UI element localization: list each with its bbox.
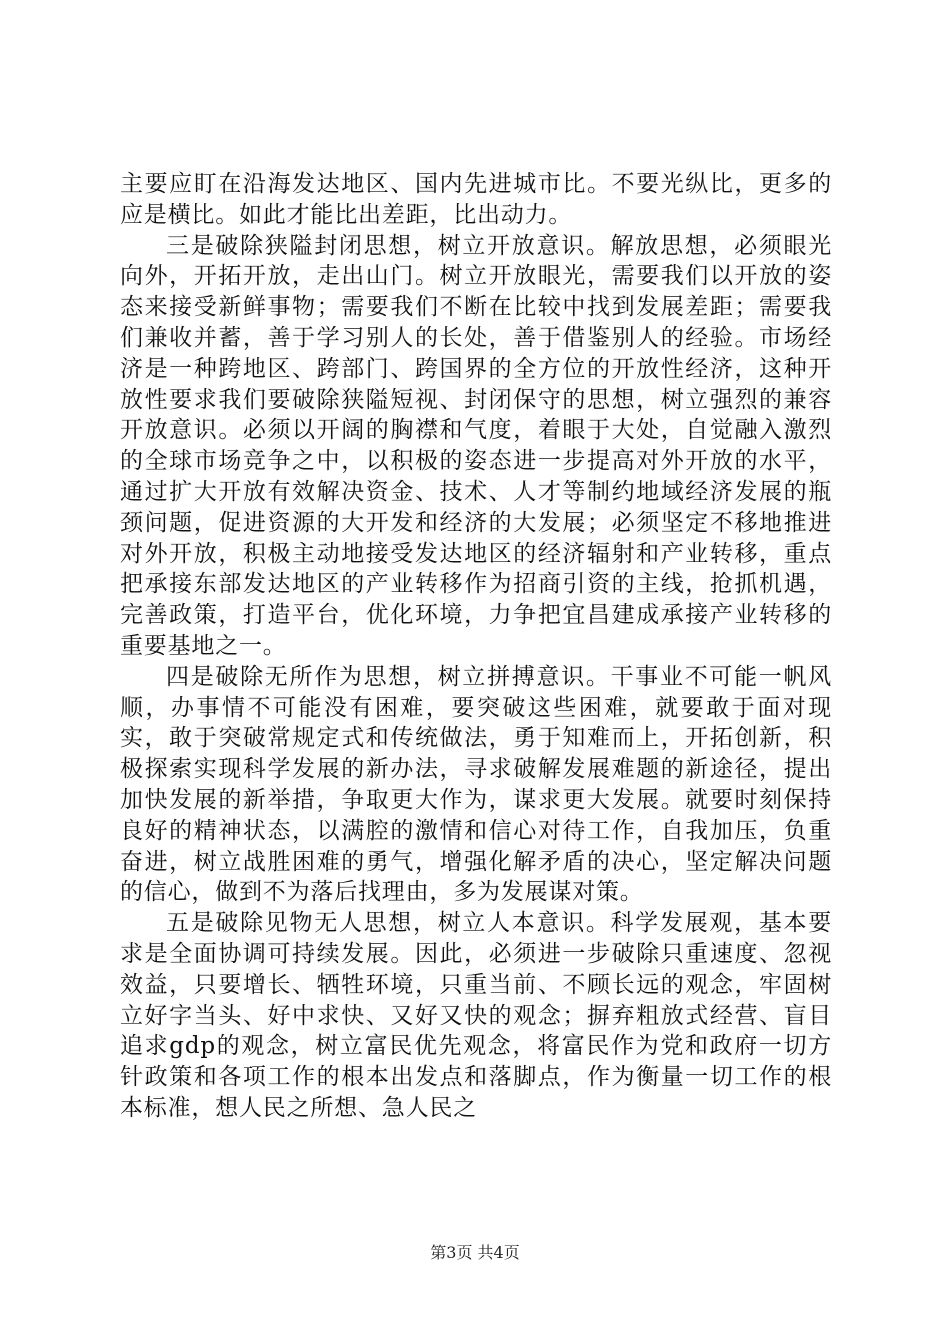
paragraph-continuation: 主要应盯在沿海发达地区、国内先进城市比。不要光纵比，更多的应是横比。如此才能比出差距，比出动力。 <box>120 171 832 228</box>
paragraph-point-five: 五是破除见物无人思想，树立人本意识。科学发展观，基本要求是全面协调可持续发展。因此，必须进一步破除只重速度、忽视效益，只要增长、牺牲环境，只重当前、不顾长远的观念，牢固树立好字当头、好中求快、又好又快的观念；摒弃粗放式经营、盲目追求gdp的观念，树立富民优先观念，将富民作为党和政府一切方针政策和各项工作的根本出发点和落脚点，作为衡量一切工作的根本标准，想人民之所想、急人民之 <box>120 910 832 1121</box>
document-body <box>120 169 832 1124</box>
paragraph-point-three: 三是破除狭隘封闭思想，树立开放意识。解放思想，必须眼光向外，开拓开放，走出山门。树立开放眼光，需要我们以开放的姿态来接受新鲜事物；需要我们不断在比较中找到发展差距；需要我们兼收并蓄，善于学习别人的长处，善于借鉴别人的经验。市场经济是一种跨地区、跨部门、跨国界的全方位的开放性经济，这种开放性要求我们要破除狭隘短视、封闭保守的思想，树立强烈的兼容开放意识。必须以开阔的胸襟和气度，着眼于大处，自觉融入激烈的全球市场竞争之中，以积极的姿态进一步提高对外开放的水平，通过扩大开放有效解决资金、技术、人才等制约地域经济发展的瓶颈问题，促进资源的大开发和经济的大发展；必须坚定不移地推进对外开放，积极主动地接受发达地区的经济辐射和产业转移，重点把承接东部发达地区的产业转移作为招商引资的主线，抢抓机遇，完善政策，打造平台，优化环境，力争把宜昌建成承接产业转移的重要基地之一。 <box>120 232 832 659</box>
page-number-footer: 第3页 共4页 <box>430 1243 520 1262</box>
paragraph-point-four: 四是破除无所作为思想，树立拼搏意识。干事业不可能一帆风顺，办事情不可能没有困难，要突破这些困难，就要敢于面对现实，敢于突破常规定式和传统做法，勇于知难而上，开拓创新，积极探索实现科学发展的新办法，寻求破解发展难题的新途径，提出加快发展的新举措，争取更大作为，谋求更大发展。就要时刻保持良好的精神状态，以满腔的激情和信心对待工作，自我加压，负重奋进，树立战胜困难的勇气，增强化解矛盾的决心，坚定解决问题的信心，做到不为落后找理由，多为发展谋对策。 <box>120 663 832 906</box>
